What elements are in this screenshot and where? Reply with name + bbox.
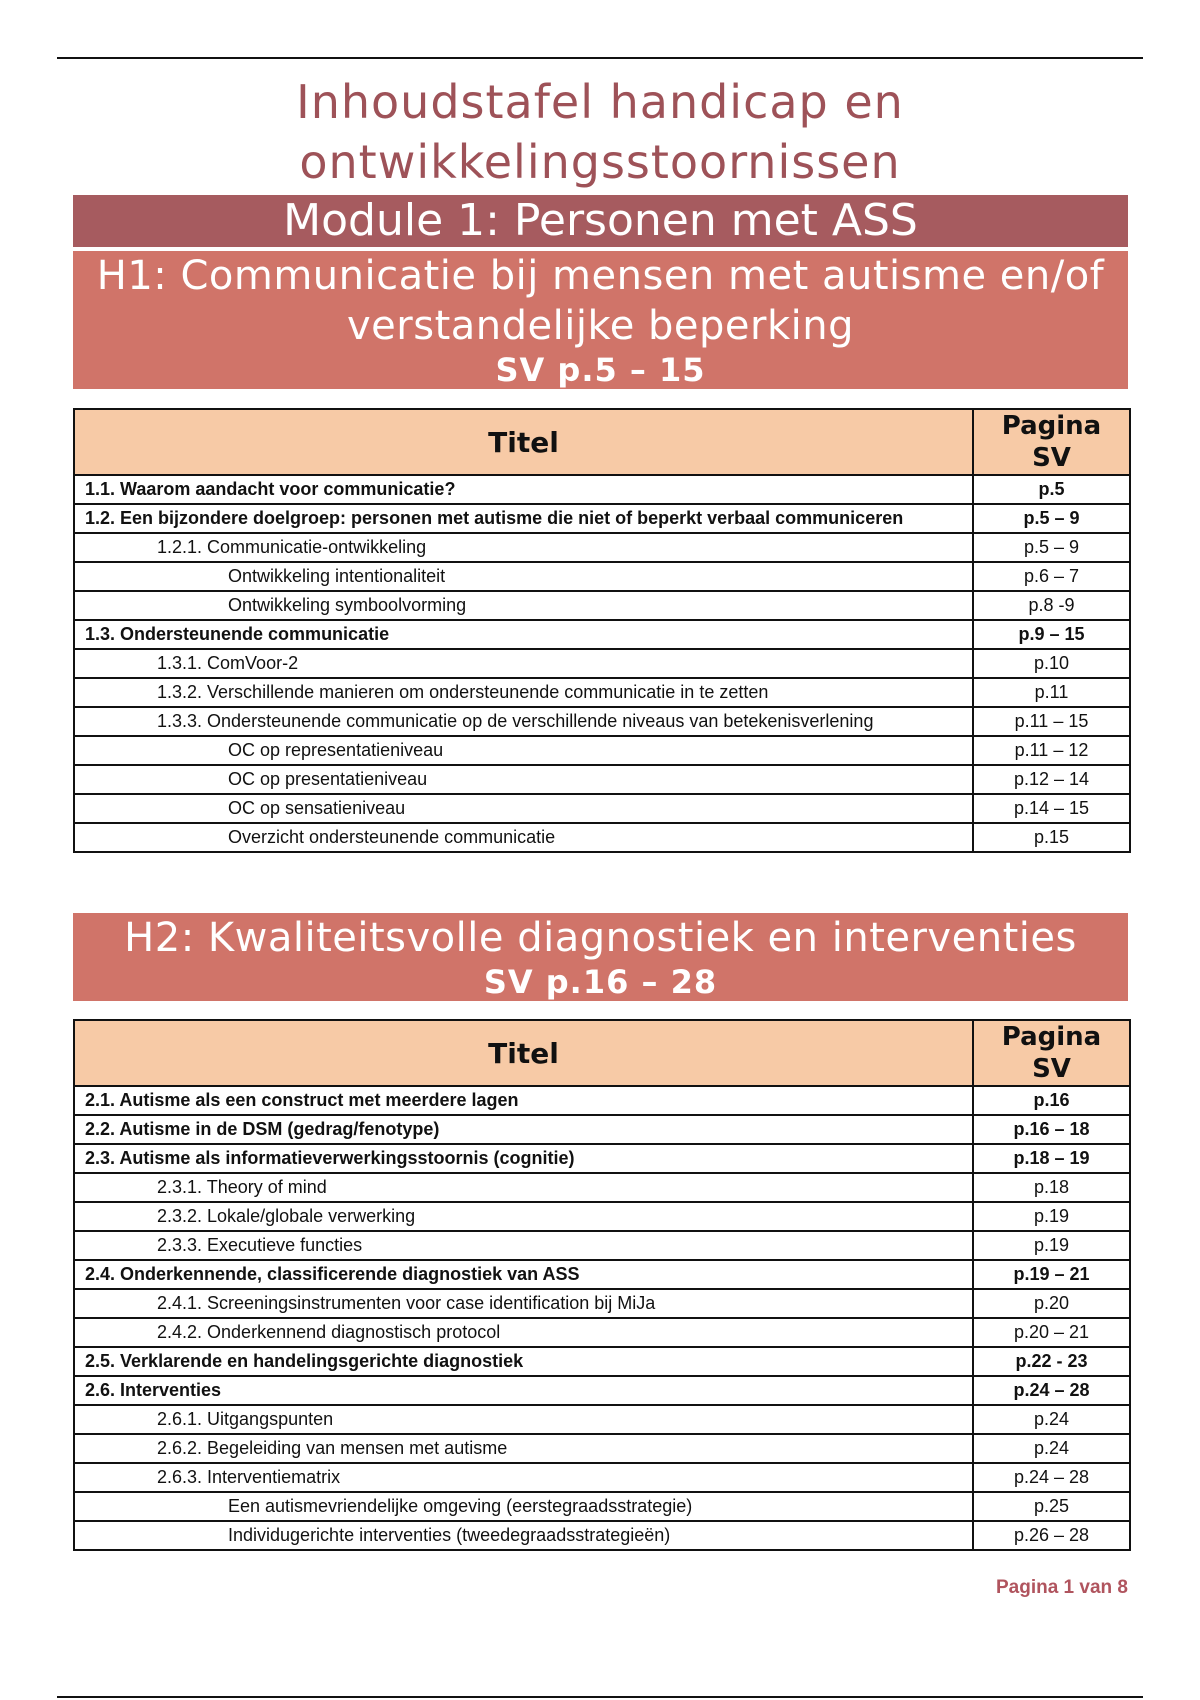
toc-row bbox=[74, 794, 1130, 823]
chapter-2-toc-body bbox=[74, 1086, 1130, 1550]
toc-entry-title: Individugerichte interventies (tweedegraadsstrategieën) bbox=[74, 1521, 973, 1550]
toc-row bbox=[74, 504, 1130, 533]
toc-entry-title: 2.4. Onderkennende, classificerende diagnostiek van ASS bbox=[74, 1260, 973, 1289]
toc-entry-title: Ontwikkeling symboolvorming bbox=[74, 591, 973, 620]
document-title bbox=[0, 72, 1200, 192]
toc-row bbox=[74, 1289, 1130, 1318]
toc-row bbox=[74, 1347, 1130, 1376]
toc-entry-title: 2.1. Autisme als een construct met meerdere lagen bbox=[74, 1086, 973, 1115]
toc-entry-title: 2.6.3. Interventiematrix bbox=[74, 1463, 973, 1492]
toc-entry-title: OC op sensatieniveau bbox=[74, 794, 973, 823]
toc-entry-title: 1.3.1. ComVoor-2 bbox=[74, 649, 973, 678]
toc-row bbox=[74, 1434, 1130, 1463]
chapter-1-toc-table bbox=[73, 408, 1131, 853]
toc-entry-title: 2.4.2. Onderkennend diagnostisch protocol bbox=[74, 1318, 973, 1347]
toc-entry-title: 2.6. Interventies bbox=[74, 1376, 973, 1405]
toc-entry-page: p.19 – 21 bbox=[973, 1260, 1130, 1289]
toc-entry-title: 1.2.1. Communicatie-ontwikkeling bbox=[74, 533, 973, 562]
toc-entry-page: p.24 – 28 bbox=[973, 1376, 1130, 1405]
toc-row bbox=[74, 1202, 1130, 1231]
toc-row bbox=[74, 1173, 1130, 1202]
toc-entry-title: 2.6.1. Uitgangspunten bbox=[74, 1405, 973, 1434]
chapter-2-title: H2: Kwaliteitsvolle diagnostiek en interventies bbox=[124, 915, 1077, 961]
toc-entry-title: 1.3.3. Ondersteunende communicatie op de verschillende niveaus van betekenisverlening bbox=[74, 707, 973, 736]
toc-entry-page: p.14 – 15 bbox=[973, 794, 1130, 823]
toc-row bbox=[74, 765, 1130, 794]
toc-entry-page: p.24 bbox=[973, 1434, 1130, 1463]
toc-header-page bbox=[973, 1020, 1130, 1086]
toc-row bbox=[74, 649, 1130, 678]
toc-entry-title: 2.5. Verklarende en handelingsgerichte diagnostiek bbox=[74, 1347, 973, 1376]
chapter-1-banner bbox=[73, 251, 1128, 389]
toc-entry-title: 2.3.3. Executieve functies bbox=[74, 1231, 973, 1260]
toc-row bbox=[74, 823, 1130, 852]
toc-entry-page: p.16 bbox=[973, 1086, 1130, 1115]
toc-entry-page: p.11 bbox=[973, 678, 1130, 707]
toc-header-title: Titel bbox=[74, 1020, 973, 1086]
toc-row bbox=[74, 475, 1130, 504]
toc-entry-title: 2.4.1. Screeningsinstrumenten voor case identification bij MiJa bbox=[74, 1289, 973, 1318]
toc-entry-title: 2.2. Autisme in de DSM (gedrag/fenotype) bbox=[74, 1115, 973, 1144]
toc-row bbox=[74, 1086, 1130, 1115]
toc-entry-page: p.19 bbox=[973, 1202, 1130, 1231]
toc-row bbox=[74, 1115, 1130, 1144]
toc-row bbox=[74, 1318, 1130, 1347]
toc-entry-title: Ontwikkeling intentionaliteit bbox=[74, 562, 973, 591]
toc-entry-title: 1.2. Een bijzondere doelgroep: personen met autisme die niet of beperkt verbaal communiceren bbox=[74, 504, 973, 533]
toc-entry-title: OC op presentatieniveau bbox=[74, 765, 973, 794]
chapter-2-banner bbox=[73, 913, 1128, 1001]
toc-entry-page: p.20 bbox=[973, 1289, 1130, 1318]
toc-header-page-line1: Pagina bbox=[1001, 411, 1102, 441]
toc-entry-page: p.9 – 15 bbox=[973, 620, 1130, 649]
document-title-line2: ontwikkelingsstoornissen bbox=[299, 135, 901, 189]
toc-entry-title: 2.3.1. Theory of mind bbox=[74, 1173, 973, 1202]
toc-entry-page: p.10 bbox=[973, 649, 1130, 678]
toc-row bbox=[74, 591, 1130, 620]
toc-entry-title: 1.1. Waarom aandacht voor communicatie? bbox=[74, 475, 973, 504]
toc-entry-page: p.24 – 28 bbox=[973, 1463, 1130, 1492]
toc-entry-page: p.18 – 19 bbox=[973, 1144, 1130, 1173]
toc-entry-page: p.11 – 15 bbox=[973, 707, 1130, 736]
toc-row bbox=[74, 1521, 1130, 1550]
chapter-1-title-line2: verstandelijke beperking bbox=[347, 303, 854, 349]
toc-entry-page: p.5 bbox=[973, 475, 1130, 504]
toc-header-page-line1: Pagina bbox=[1001, 1022, 1102, 1052]
toc-header-page-line2: SV bbox=[1032, 1054, 1071, 1084]
toc-entry-title: 2.3.2. Lokale/globale verwerking bbox=[74, 1202, 973, 1231]
toc-entry-page: p.8 -9 bbox=[973, 591, 1130, 620]
toc-entry-page: p.20 – 21 bbox=[973, 1318, 1130, 1347]
chapter-2-toc-table bbox=[73, 1019, 1131, 1551]
chapter-2-page-range: SV p.16 – 28 bbox=[483, 963, 718, 1001]
toc-entry-page: p.24 bbox=[973, 1405, 1130, 1434]
module-banner bbox=[73, 195, 1128, 247]
chapter-1-title-line1: H1: Communicatie bij mensen met autisme en/of bbox=[96, 253, 1105, 299]
module-title: Module 1: Personen met ASS bbox=[283, 195, 918, 246]
toc-row bbox=[74, 1144, 1130, 1173]
toc-entry-title: 1.3.2. Verschillende manieren om ondersteunende communicatie in te zetten bbox=[74, 678, 973, 707]
toc-entry-title: OC op representatieniveau bbox=[74, 736, 973, 765]
toc-entry-title: 1.3. Ondersteunende communicatie bbox=[74, 620, 973, 649]
toc-entry-title: 2.6.2. Begeleiding van mensen met autisme bbox=[74, 1434, 973, 1463]
toc-header-title: Titel bbox=[74, 409, 973, 475]
toc-entry-title: 2.3. Autisme als informatieverwerkingsstoornis (cognitie) bbox=[74, 1144, 973, 1173]
toc-row bbox=[74, 678, 1130, 707]
toc-row bbox=[74, 707, 1130, 736]
toc-row bbox=[74, 1260, 1130, 1289]
toc-entry-page: p.16 – 18 bbox=[973, 1115, 1130, 1144]
toc-entry-page: p.11 – 12 bbox=[973, 736, 1130, 765]
toc-entry-page: p.15 bbox=[973, 823, 1130, 852]
toc-row bbox=[74, 1231, 1130, 1260]
top-rule bbox=[57, 57, 1143, 59]
chapter-1-toc-body bbox=[74, 475, 1130, 852]
toc-row bbox=[74, 736, 1130, 765]
toc-entry-page: p.19 bbox=[973, 1231, 1130, 1260]
toc-row bbox=[74, 620, 1130, 649]
toc-row bbox=[74, 1376, 1130, 1405]
bottom-rule bbox=[57, 1696, 1143, 1698]
toc-row bbox=[74, 533, 1130, 562]
toc-entry-page: p.5 – 9 bbox=[973, 504, 1130, 533]
page-number: Pagina 1 van 8 bbox=[995, 1577, 1128, 1598]
toc-row bbox=[74, 1492, 1130, 1521]
chapter-1-page-range: SV p.5 – 15 bbox=[495, 351, 706, 389]
toc-entry-title: Overzicht ondersteunende communicatie bbox=[74, 823, 973, 852]
toc-header-row bbox=[74, 409, 1130, 475]
toc-row bbox=[74, 1405, 1130, 1434]
toc-entry-page: p.22 - 23 bbox=[973, 1347, 1130, 1376]
toc-entry-page: p.18 bbox=[973, 1173, 1130, 1202]
toc-entry-page: p.26 – 28 bbox=[973, 1521, 1130, 1550]
toc-row bbox=[74, 562, 1130, 591]
toc-entry-page: p.6 – 7 bbox=[973, 562, 1130, 591]
toc-header-row bbox=[74, 1020, 1130, 1086]
toc-entry-title: Een autismevriendelijke omgeving (eerstegraadsstrategie) bbox=[74, 1492, 973, 1521]
document-title-line1: Inhoudstafel handicap en bbox=[296, 75, 904, 129]
toc-row bbox=[74, 1463, 1130, 1492]
toc-header-page-line2: SV bbox=[1032, 443, 1071, 473]
toc-entry-page: p.25 bbox=[973, 1492, 1130, 1521]
toc-header-page bbox=[973, 409, 1130, 475]
toc-entry-page: p.12 – 14 bbox=[973, 765, 1130, 794]
toc-entry-page: p.5 – 9 bbox=[973, 533, 1130, 562]
